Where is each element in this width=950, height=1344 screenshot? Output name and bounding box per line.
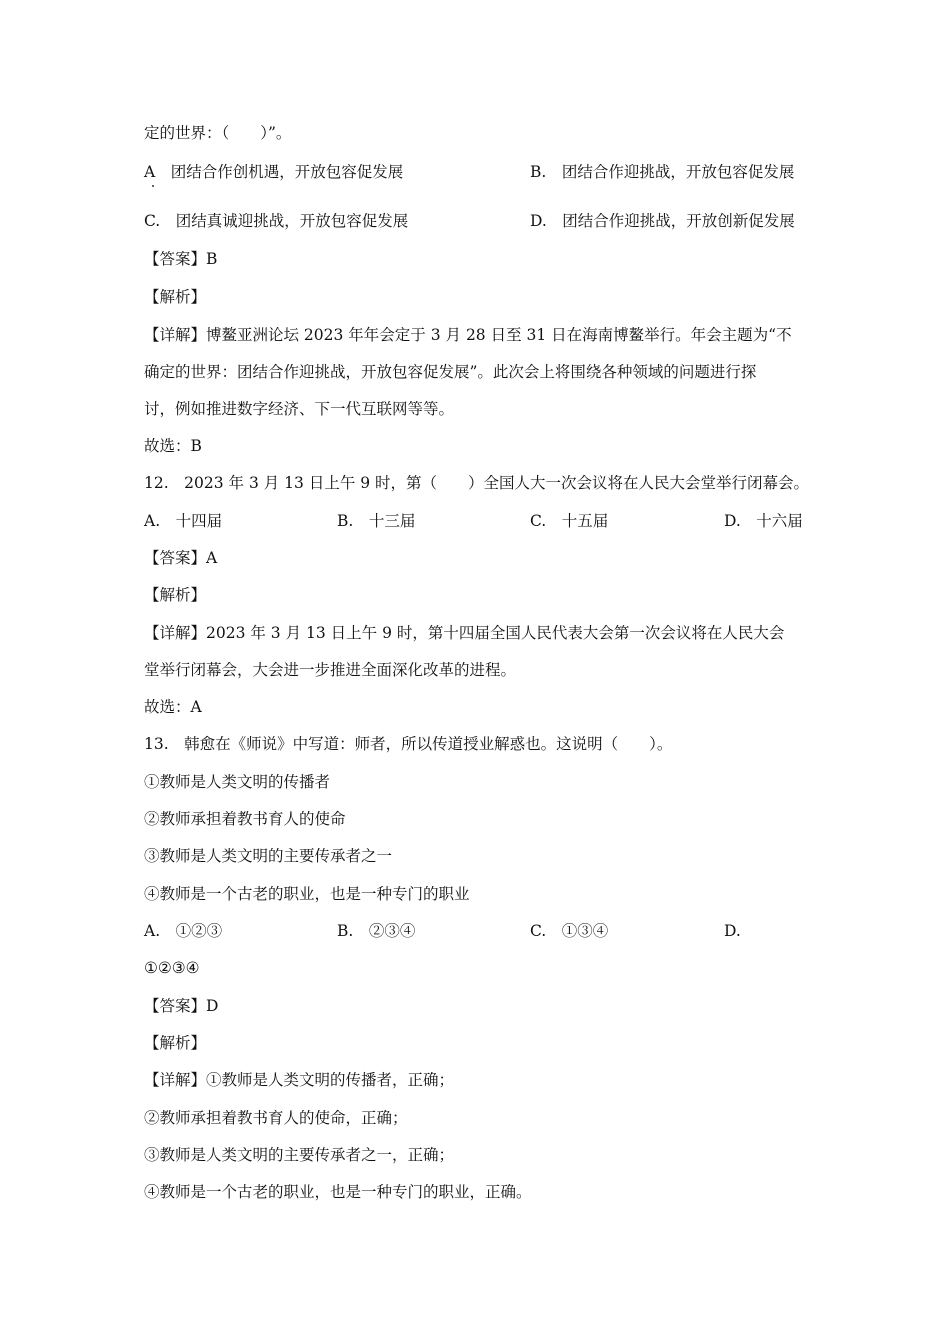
q13-option-d-wrap: ①②③④: [144, 959, 200, 977]
q13-detail-line-1: 【详解】①教师是人类文明的传播者，正确；: [144, 1071, 455, 1089]
q12-detail-line-2: 堂举行闭幕会，大会进一步推进全面深化改革的进程。: [144, 661, 517, 679]
q13-option-d: D.: [724, 922, 741, 940]
q11-option-b: B. 团结合作迎挑战，开放包容促发展: [530, 163, 795, 181]
q11-analysis-label: 【解析】: [144, 288, 207, 306]
q13-option-b: B. ②③④: [337, 922, 416, 940]
q12-option-c: C. 十五届: [530, 512, 609, 530]
q13-stem: 13. 韩愈在《师说》中写道：师者，所以传道授业解惑也。这说明（ ）。: [144, 735, 673, 753]
q12-option-b: B. 十三届: [337, 512, 416, 530]
q12-answer: 【答案】A: [144, 549, 218, 567]
q11-detail-line-2: 确定的世界：团结合作迎挑战，开放包容促发展”。此次会上将围绕各种领域的问题进行探: [144, 363, 757, 381]
q13-statement-4: ④教师是一个古老的职业，也是一种专门的职业: [144, 885, 470, 903]
q12-stem: 12. 2023 年 3 月 13 日上午 9 时，第（ ）全国人大一次会议将在人民大会堂举行闭幕会。: [144, 474, 810, 492]
q11-choice: 故选：B: [144, 437, 202, 455]
q12-option-d: D. 十六届: [724, 512, 803, 530]
q13-answer: 【答案】D: [144, 997, 219, 1015]
q13-analysis-label: 【解析】: [144, 1034, 207, 1052]
q13-statement-2: ②教师承担着教书育人的使命: [144, 810, 346, 828]
q13-option-a: A. ①②③: [144, 922, 223, 940]
q11-detail-line-1: 【详解】博鳌亚洲论坛 2023 年年会定于 3 月 28 日至 31 日在海南博鳌举行。年会主题为“不: [144, 326, 792, 344]
q12-analysis-label: 【解析】: [144, 586, 207, 604]
q13-option-c: C. ①③④: [530, 922, 609, 940]
q13-detail-line-4: ④教师是一个古老的职业，也是一种专门的职业，正确。: [144, 1183, 532, 1201]
q11-option-d: D. 团结合作迎挑战，开放创新促发展: [530, 212, 795, 230]
q12-detail-line-1: 【详解】2023 年 3 月 13 日上午 9 时，第十四届全国人民代表大会第一次会议将在人民大会: [144, 624, 785, 642]
q13-detail-line-2: ②教师承担着教书育人的使命，正确；: [144, 1109, 408, 1127]
q11-option-a: A 团结合作创机遇，开放包容促发展: [144, 163, 404, 181]
q12-choice: 故选：A: [144, 698, 202, 716]
q11-answer: 【答案】B: [144, 250, 218, 268]
q11-option-c: C. 团结真诚迎挑战，开放包容促发展: [144, 212, 409, 230]
q13-detail-line-3: ③教师是人类文明的主要传承者之一，正确；: [144, 1146, 455, 1164]
q11-option-a-dot-mark: [152, 185, 154, 187]
q13-statement-3: ③教师是人类文明的主要传承者之一: [144, 847, 393, 865]
q11-detail-line-3: 讨，例如推进数字经济、下一代互联网等等。: [144, 400, 455, 418]
q12-option-a: A. 十四届: [144, 512, 223, 530]
q13-statement-1: ①教师是人类文明的传播者: [144, 773, 331, 791]
q11-stem-tail: 定的世界：（ ）”。: [144, 124, 292, 142]
